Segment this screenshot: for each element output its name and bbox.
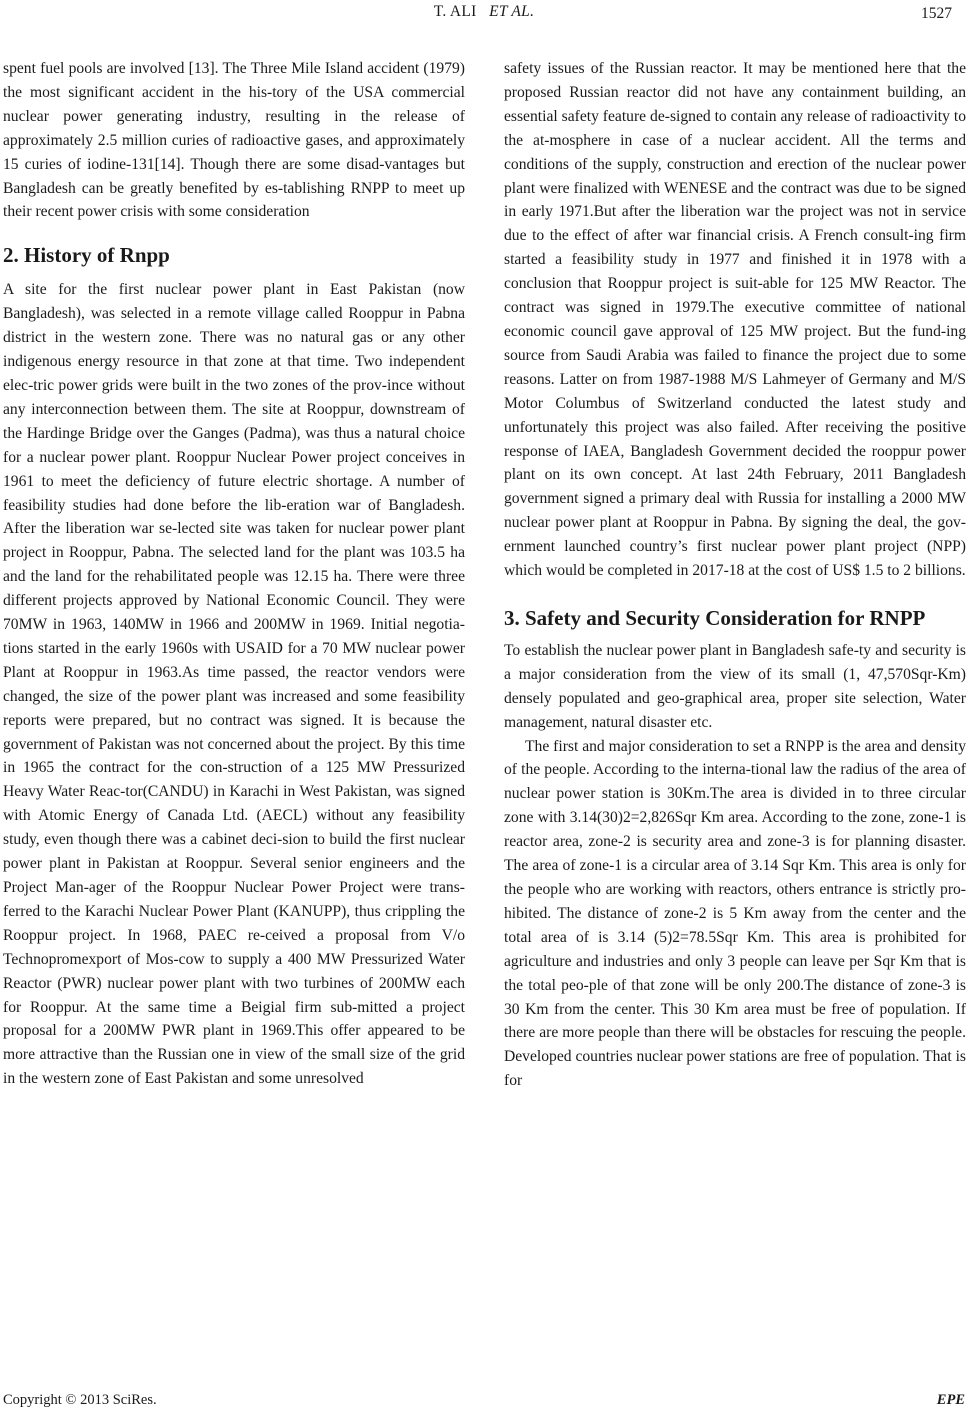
section-2-heading: 2. History of Rnpp — [3, 243, 170, 268]
right-column — [504, 57, 966, 1093]
section-3-heading: 3. Safety and Security Consideration for RNPP — [504, 605, 926, 630]
history-paragraph: A site for the first nuclear power plant in East Pakistan (now Bangladesh), was selected in a remote village called Rooppur in Pabna district in the western zone. There was no natural gas or any other indigenous energy resource in that zone at that time. Two independent elec-tric power grids were built in the two zones of the prov-ince without any interconnection between them. The site at Rooppur, downstream of the Hardinge Bridge over the Ganges (Padma), was thus a natural choice for a nuclear power plant. Rooppur Nuclear Power project conceives in 1961 to meet the deficiency of future electric shortage. A number of feasibility studies had done before the lib-eration war of Bangladesh. After the liberation war se-lected site was taken for nuclear power plant project in Rooppur, Pabna. The selected land for the plant was 103.5 ha and the land for the rehabilitated people was 12.15 ha. There were three different projects approved by National Economic Council. They were 70MW in 1963, 140MW in 1966 and 200MW in 1969. Initial negotia-tions started in the early 1960s with USAID for a 70 MW nuclear power Plant at Rooppur in 1963.As time passed, the reactor vendors were changed, the size of the power plant was increased and some feasibility reports were prepared, but no contract was signed. It is because the government of Pakistan was not concerned about the project. By this time in 1965 the contract for the con-struction of a 125 MW Pressurized Heavy Water Reac-tor(CANDU) in Karachi in West Pakistan, was signed with Atomic Energy of Canada Ltd. (AECL) without any feasibility study, even though there was a cabinet deci-sion to build the first nuclear power plant in Pakistan at Rooppur. Several senior engineers and the Project Man-ager of the Rooppur Nuclear Power Project were trans-ferred to the Karachi Nuclear Power Plant (KANUPP), thus crippling the Rooppur project. In 1968, PAEC re-ceived a proposal from V/o Technopromexport of Mos-cow to supply a 400 MW Pressurized Water Reactor (PWR) nuclear power plant with two turbines of 200MW each for Rooppur. At the same time a Beigial firm sub-mitted a project proposal for a 200MW PWR plant in 1969.This offer appeared to be more attractive than the Russian one in view of the small size of the grid in the western zone of East Pakistan and some unresolved — [3, 281, 465, 1088]
safety-paragraph-2: The first and major consideration to set a RNPP is the area and density of the people. According to the interna-tional law the radius of the area of nuclear power station is 30Km.The area is divided in to three circular zone with 3.14(30)2=2,826Sqr Km area. According to the zone, zone-1 is reactor area, zone-2 is security area and zone-3 is for planning disaster. The area of zone-1 is a circular area of 3.14 Sqr Km. This area is only for the people who are working with reactors, others entrance is strictly pro-hibited. The distance of zone-2 is 5 Km away from the center and the total area of is 3.14 (5)2=78.5Sqr Km. This area is prohibited for agriculture and industries and only 3 people can leave per Sqr Km that is the total peo-ple of that zone will be only 200.The distance of zone-3 is 30 Km from the center. This 30 Km area must be free of population. If there are more people than there will be obstacles for rescuing the people. Developed countries nuclear power stations are free of population. That is for — [504, 737, 966, 1090]
footer-journal: EPE — [936, 1392, 965, 1408]
et-al: ET AL. — [489, 3, 535, 20]
safety-paragraph-1: To establish the nuclear power plant in Bangladesh safe-ty and security is a major consideration from the view of its small (1, 47,570Sqr-Km) densely populated and geo-graphical area, proper site selection, Water management, natural disaster etc. — [504, 641, 966, 731]
history-continuation-paragraph: safety issues of the Russian reactor. It may be mentioned here that the proposed Russian reactor did not have any containment building, an essential safety feature de-signed to contain any release of radioactivity to the at-mosphere in case of a nuclear accident. All the terms and conditions of the supply, construction and erection of the nuclear power plant were finalized with WENESE and the contract was due to be signed in early 1971.But after the liberation war the project was not in service due to the effect of after war financial crisis. A French consult-ing firm started a feasibility study in 1977 and finished it in 1978 with a conclusion that Rooppur project is suit-able for 125 MW Reactor. The contract was signed in 1979.The executive committee of national economic council gave approval of 125 MW project. But the fund-ing source from Saudi Arabia was failed to finance the project due to some reasons. Latter on from 1987-1988 M/S Lahmeyer of Germany and M/S Motor Columbus of Switzerland conducted the latest study and unfortunately this project was also failed. After receiving the positive response of IAEA, Bangladesh Government decided the rooppur power plant on its own concept. At last 24th February, 2011 Bangladesh government signed a primary deal with Russia for installing a 2000 MW nuclear power plant at Rooppur in Pabna. By signing the deal, the gov-ernment launched country’s first nuclear power plant project (NPP) which would be completed in 2017-18 at the cost of US$ 1.5 to 2 billions. — [504, 60, 966, 580]
author-name: T. ALI — [433, 3, 477, 20]
intro-continuation-paragraph: spent fuel pools are involved [13]. The Three Mile Island accident (1979) the most significant accident in the his-tory of the USA commercial nuclear power generating industry, resulting in the release of approximately 2.5 million curies of radioactive gases, and approximately 15 curies of iodine-131[14]. Though there are some disad-vantages but Bangladesh can be greatly benefited by es-tablishing RNPP to meet up their recent power crisis with some consideration — [3, 60, 465, 221]
footer-copyright: Copyright © 2013 SciRes. — [3, 1392, 157, 1408]
page-number: 1527 — [921, 5, 952, 22]
running-header-authors — [0, 3, 968, 21]
left-column — [3, 57, 465, 1091]
